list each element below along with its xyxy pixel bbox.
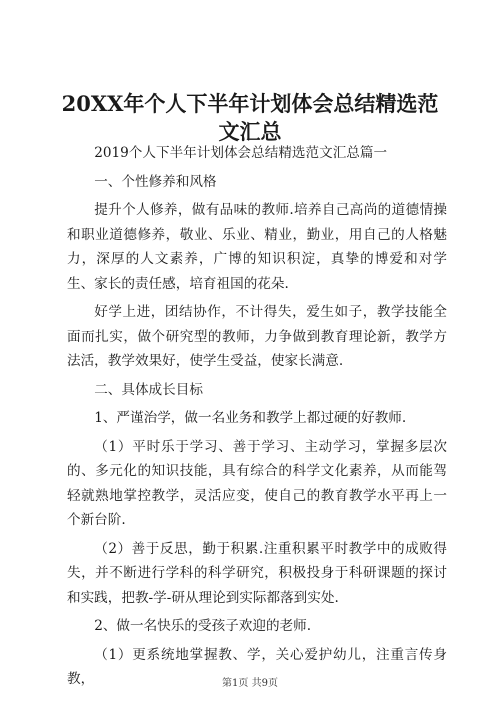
page-footer: 第1页 共9页 [222, 678, 278, 689]
paragraph-body-4: （2）善于反思，勤于积累.注重积累平时教学中的成败得失，并不断进行学科的科学研究，积极投身于科研课题的探讨和实践，把教-学-研从理论到实际都落到实处. [67, 540, 447, 606]
paragraph-body-3: （1）平时乐于学习、善于学习、主动学习，掌握多层次的、多元化的知识技能，具有综合的科学文化素养，从而能驾轻就熟地掌控教学，灵活应变，使自己的教育教学水平再上一个新台阶. [67, 438, 447, 528]
paragraph-subtitle: 2019个人下半年计划体会总结精选范文汇总篇一 [94, 145, 388, 161]
paragraph-item-1: 1、严谨治学，做一名业务和教学上都过硬的好教师. [94, 410, 407, 426]
document-title: 20XX年个人下半年计划体会总结精选范文汇总 [61, 91, 439, 144]
paragraph-body-1: 提升个人修养，做有品味的教师.培养自己高尚的道德情操和职业道德修养，敬业、乐业、精业，勤业，用自己的人格魅力，深厚的人文素养，广博的知识积淀，真挚的博爱和对学生、家长的责任感，培育祖国的花朵. [67, 202, 447, 292]
paragraph-body-2: 好学上进，团结协作，不计得失，爱生如子，教学技能全面而扎实，做个研究型的教师，力争做到教育理论新，教学方法活，教学效果好，使学生受益，使家长满意. [67, 304, 447, 369]
paragraph-heading-2: 二、具体成长目标 [94, 381, 203, 398]
paragraph-body-5: （1）更系统地掌握教、学，关心爱护幼儿，注重言传身教， [67, 646, 447, 687]
paragraph-item-2: 2、做一名快乐的受孩子欢迎的老师. [94, 618, 312, 634]
paragraph-heading-1: 一、个性修养和风格 [94, 173, 217, 190]
document-body [67, 141, 447, 692]
